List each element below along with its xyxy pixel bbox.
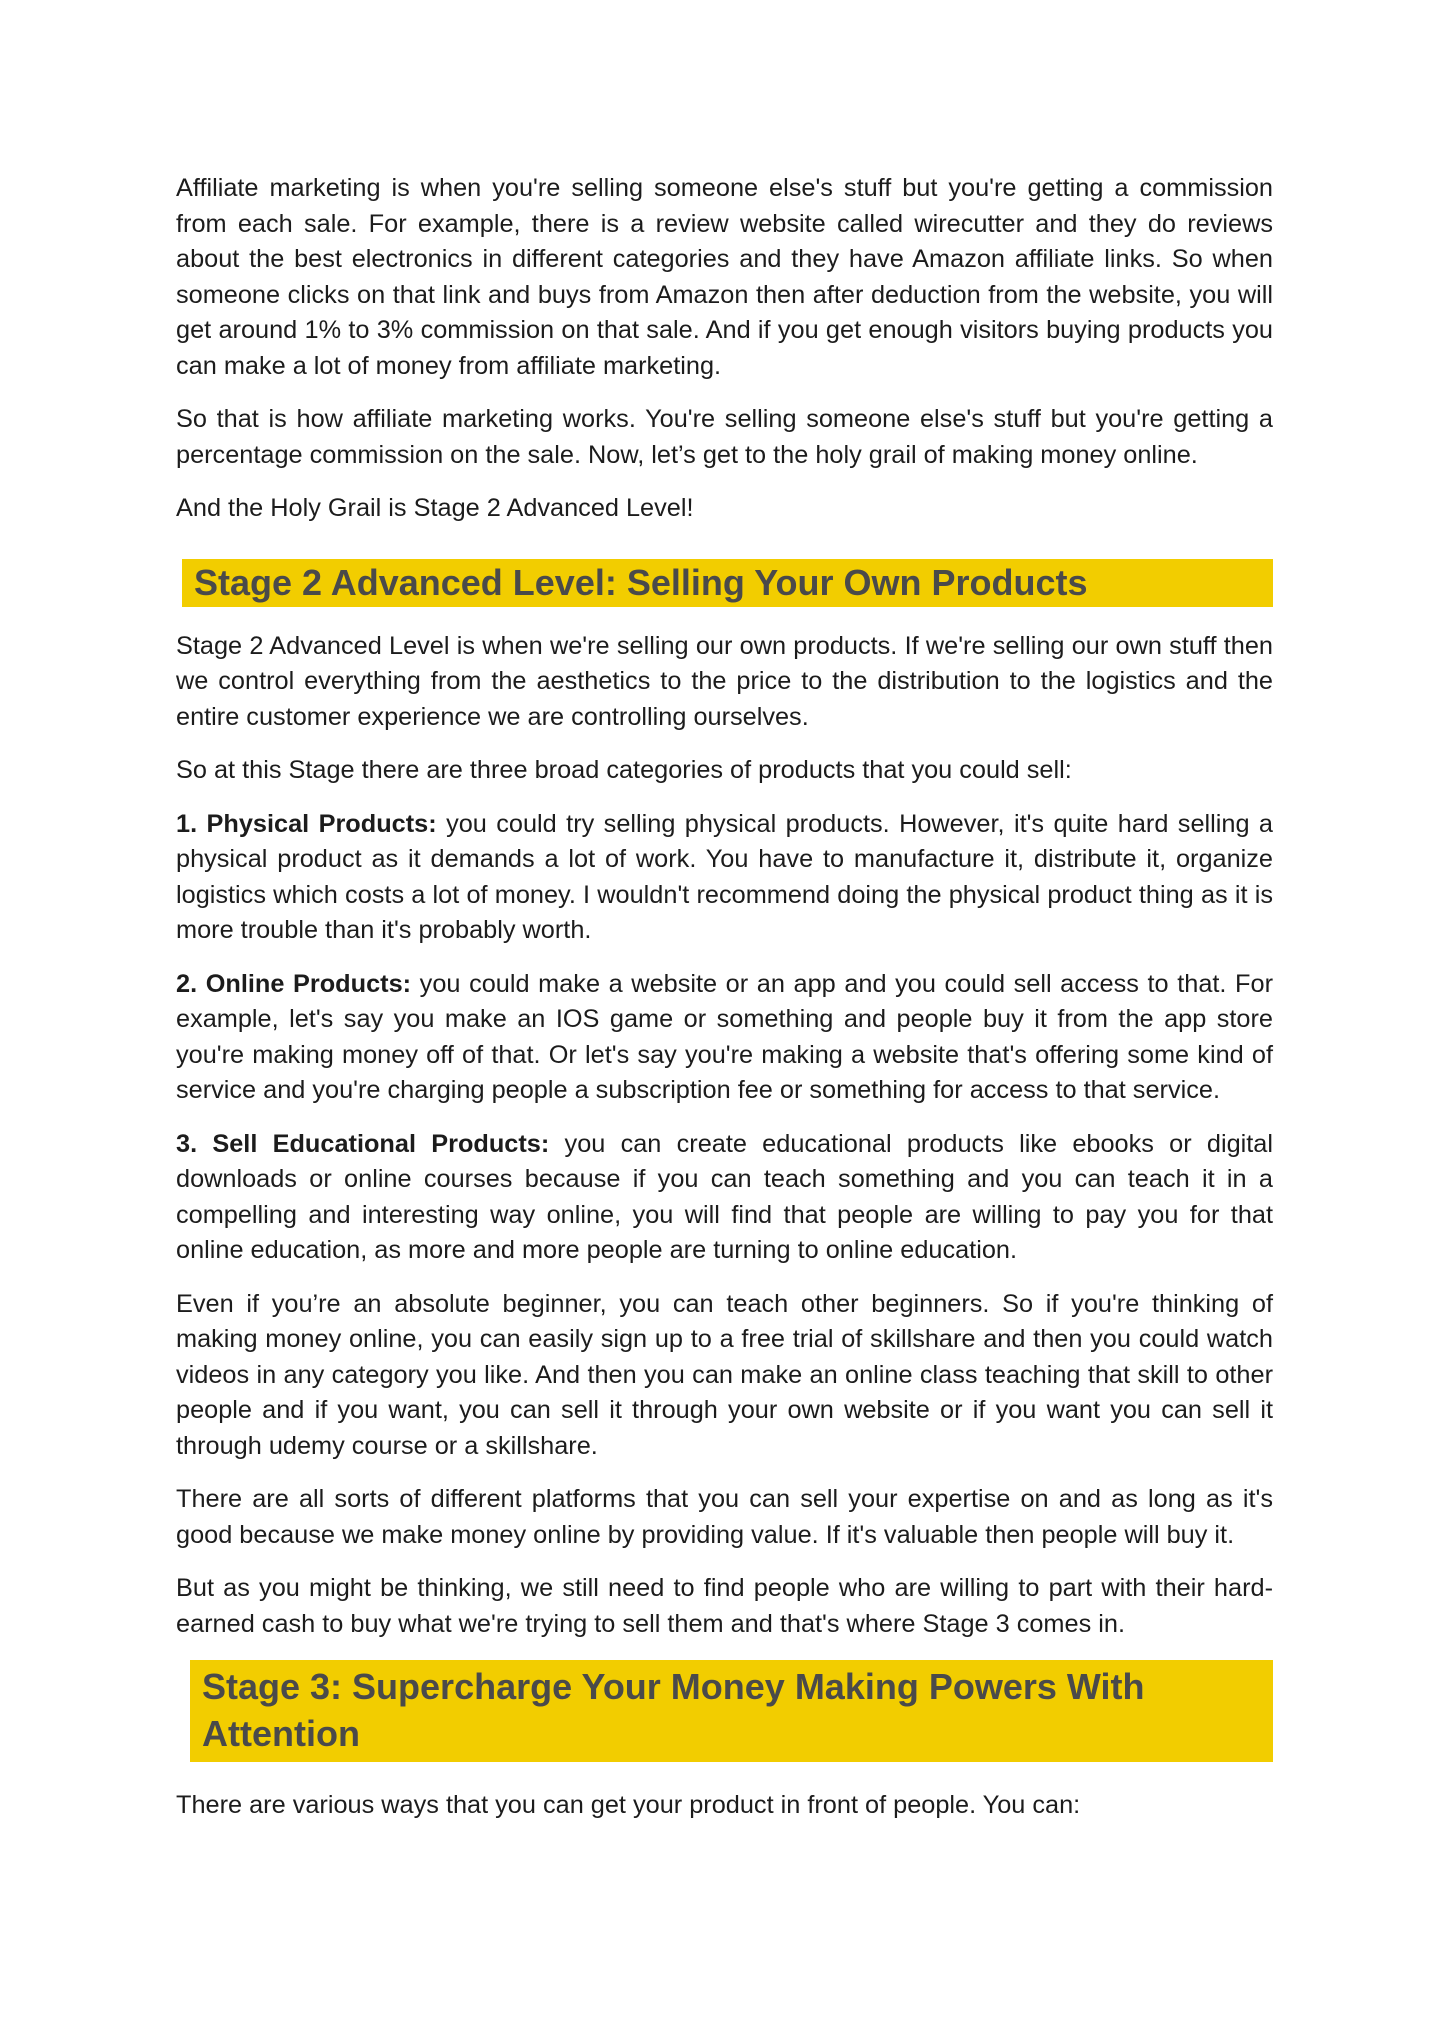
list-item-physical-products [176, 807, 1273, 949]
list-item-lead: 1. Physical Products: [176, 809, 437, 838]
list-item-educational-products [176, 1127, 1273, 1269]
paragraph-stage-2-intro: Stage 2 Advanced Level is when we're selling our own products. If we're selling our own stuff then we control everything from the aesthetics to the price to the distribution to the logistics and the entire customer experience we are controlling ourselves. [176, 631, 1273, 731]
list-item-online-products [176, 967, 1273, 1109]
paragraph-holy-grail: And the Holy Grail is Stage 2 Advanced Level! [176, 494, 694, 522]
paragraph-affiliate-summary: So that is how affiliate marketing works. You're selling someone else's stuff but you're getting a percentage commission on the sale. Now, let’s get to the holy grail of making money online. [176, 405, 1273, 469]
paragraph-find-buyers: But as you might be thinking, we still need to find people who are willing to part with their hard-earned cash to buy what we're trying to sell them and that's where Stage 3 comes in. [176, 1574, 1273, 1638]
paragraph-platforms: There are all sorts of different platforms that you can sell your expertise on and as long as it's good because we make money online by providing value. If it's valuable then people will buy it. [176, 1485, 1273, 1549]
paragraph-product-categories: So at this Stage there are three broad categories of products that you could sell: [176, 756, 1072, 784]
list-item-text: you can create educational products like ebooks or digital downloads or online courses because if you can teach something and you can teach it in a compelling and interesting way online, you will find that people are willing to pay you for that online education, as more and more people are turning to online education. [176, 1129, 1273, 1264]
list-item-text: you could try selling physical products. However, it's quite hard selling a physical product as it demands a lot of work. You have to manufacture it, distribute it, organize logistics which costs a lot of money. I wouldn't recommend doing the physical product thing as it is more trouble than it's probably worth. [176, 809, 1273, 944]
paragraph-teach-beginners: Even if you’re an absolute beginner, you can teach other beginners. So if you're thinking of making money online, you can easily sign up to a free trial of skillshare and then you could watch videos in any category you like. And then you can make an online class teaching that skill to other people and if you want, you can sell it through your own website or if you want you can sell it through udemy course or a skillshare. [176, 1289, 1273, 1460]
paragraph-affiliate-definition: Affiliate marketing is when you're selling someone else's stuff but you're getting a commission from each sale. For example, there is a review website called wirecutter and they do reviews about the best electronics in different categories and they have Amazon affiliate links. So when someone clicks on that link and buys from Amazon then after deduction from the website, you will get around 1% to 3% commission on that sale. And if you get enough visitors buying products you can make a lot of money from affiliate marketing. [176, 174, 1273, 380]
list-item-lead: 3. Sell Educational Products: [176, 1129, 550, 1158]
list-item-text: you could make a website or an app and you could sell access to that. For example, let's say you make an IOS game or something and people buy it from the app store you're making money off of that. Or let's say you're making a website that's offering some kind of service and you're charging people a subscription fee or something for access to that service. [176, 969, 1273, 1104]
heading-stage-2: Stage 2 Advanced Level: Selling Your Own Products [182, 559, 1273, 607]
document-page [176, 171, 1273, 1842]
list-item-lead: 2. Online Products: [176, 969, 412, 998]
heading-stage-3: Stage 3: Supercharge Your Money Making Powers With Attention [190, 1660, 1273, 1762]
paragraph-attention-intro: There are various ways that you can get your product in front of people. You can: [176, 1791, 1081, 1819]
